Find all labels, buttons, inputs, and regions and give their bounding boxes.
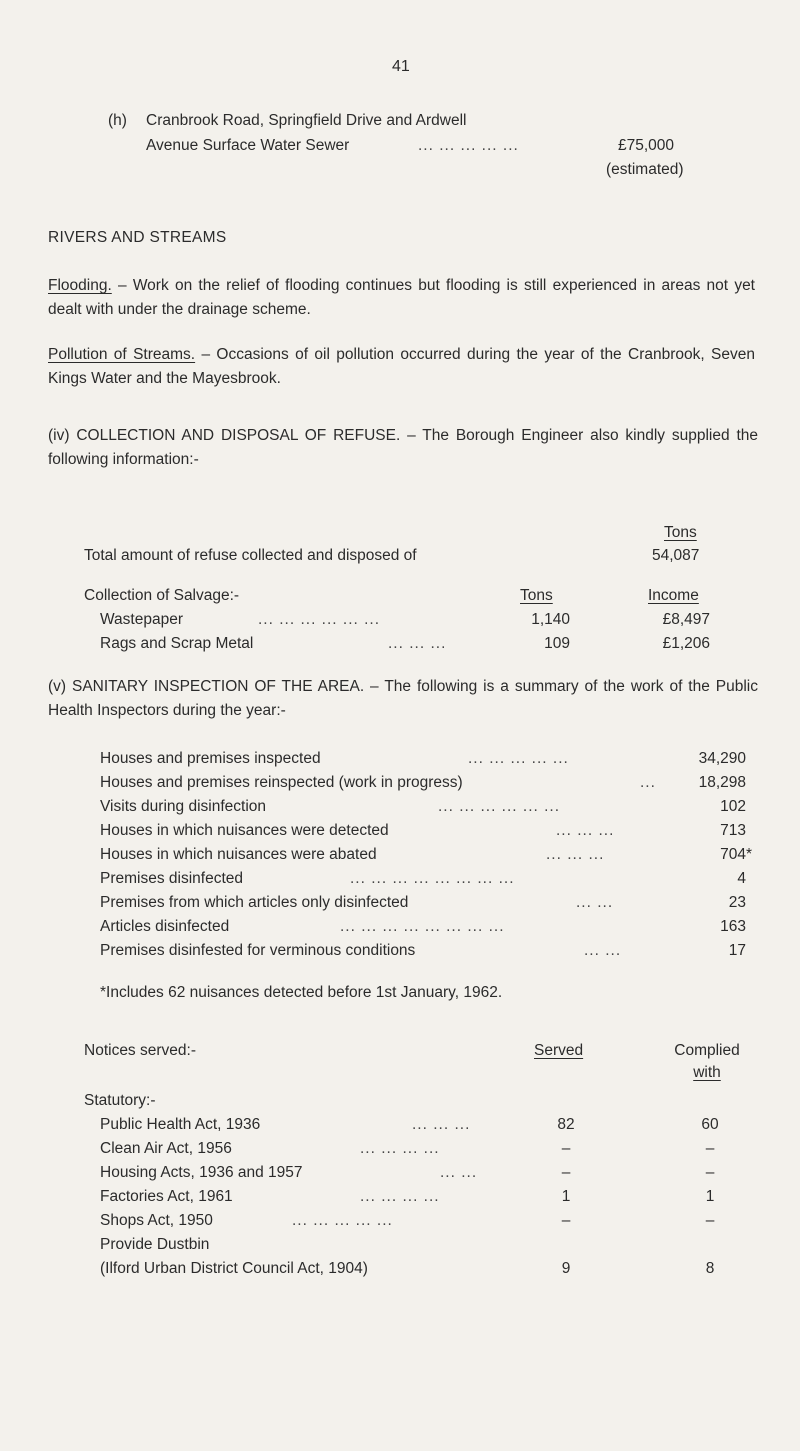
sanitary-row-label: Premises disinfected bbox=[100, 870, 244, 887]
salvage-row-tons: 109 bbox=[544, 635, 570, 652]
notice-row-label: Factories Act, 1961 bbox=[100, 1188, 233, 1205]
notices-label: Notices served:- bbox=[84, 1042, 196, 1059]
notice-row-dots: ... ... bbox=[440, 1164, 478, 1181]
notice-dustbin-complied: 8 bbox=[705, 1260, 715, 1277]
sanitary-row-dots: ... bbox=[640, 774, 656, 791]
sanitary-row-label: Articles disinfected bbox=[100, 918, 230, 935]
notice-dustbin-line1: Provide Dustbin bbox=[100, 1236, 210, 1253]
notice-row-label: Clean Air Act, 1956 bbox=[100, 1140, 232, 1157]
notice-row-served: – bbox=[561, 1164, 571, 1181]
salvage-row-label: Rags and Scrap Metal bbox=[100, 635, 254, 652]
item-h-line2: Avenue Surface Water Sewer bbox=[146, 137, 350, 154]
flooding-text: – Work on the relief of flooding continues but flooding is still experienced in areas not yet dealt with under the drainage scheme. bbox=[48, 277, 755, 318]
notice-dustbin-served: 9 bbox=[561, 1260, 571, 1277]
salvage-row-tons: 1,140 bbox=[531, 611, 570, 628]
salvage-row-income: £1,206 bbox=[662, 635, 710, 652]
notice-row-served: – bbox=[561, 1140, 571, 1157]
item-h-marker: (h) bbox=[108, 112, 127, 129]
sanitary-row-label: Premises from which articles only disinfected bbox=[100, 894, 409, 911]
sanitary-row-dots: ... ... ... ... ... ... bbox=[438, 798, 561, 815]
notices-col-complied-with: with bbox=[693, 1064, 721, 1081]
sanitary-row-label: Houses and premises inspected bbox=[100, 750, 321, 767]
sanitary-row-value: 102 bbox=[720, 798, 746, 815]
notice-row-complied: 1 bbox=[705, 1188, 715, 1205]
notice-row-served: 1 bbox=[561, 1188, 571, 1205]
sanitary-row-value: 17 bbox=[728, 942, 746, 959]
notice-row-complied: – bbox=[705, 1164, 715, 1181]
notice-row-complied: – bbox=[705, 1140, 715, 1157]
notices-statutory: Statutory:- bbox=[84, 1092, 156, 1109]
sanitary-row-dots: ... ... ... bbox=[546, 846, 605, 863]
sanitary-row-value: 163 bbox=[720, 918, 746, 935]
notice-row-dots: ... ... ... ... bbox=[360, 1188, 440, 1205]
salvage-row-dots: ... ... ... ... ... ... bbox=[258, 611, 381, 628]
item-h-dots: ... ... ... ... ... bbox=[418, 137, 519, 154]
sanitary-row-label: Houses and premises reinspected (work in progress) bbox=[100, 774, 463, 791]
refuse-tons-header: Tons bbox=[664, 524, 697, 541]
notice-row-dots: ... ... ... bbox=[412, 1116, 471, 1133]
notice-row-served: 82 bbox=[557, 1116, 575, 1133]
flooding-paragraph bbox=[48, 274, 755, 322]
sanitary-row-dots: ... ... ... ... ... bbox=[468, 750, 569, 767]
sanitary-row-label: Premises disinfested for verminous conditions bbox=[100, 942, 416, 959]
salvage-row-income: £8,497 bbox=[662, 611, 710, 628]
page-number: 41 bbox=[392, 58, 410, 75]
sanitary-row-label: Houses in which nuisances were detected bbox=[100, 822, 389, 839]
salvage-col-income: Income bbox=[648, 587, 699, 604]
sanitary-row-value: 34,290 bbox=[698, 750, 746, 767]
notices-col-complied: Complied bbox=[674, 1042, 740, 1059]
sanitary-row-dots: ... ... ... ... ... ... ... ... bbox=[350, 870, 515, 887]
refuse-total-value: 54,087 bbox=[652, 547, 700, 564]
sanitary-row-dots: ... ... bbox=[584, 942, 622, 959]
notice-row-dots: ... ... ... ... bbox=[360, 1140, 440, 1157]
salvage-label: Collection of Salvage:- bbox=[84, 587, 240, 604]
flooding-title: Flooding. bbox=[48, 277, 112, 294]
item-h-amount: £75,000 bbox=[618, 137, 675, 154]
sanitary-intro: (v) SANITARY INSPECTION OF THE AREA. – The following is a summary of the work of the Public Health Inspectors during the year:- bbox=[48, 678, 758, 719]
notice-dustbin-line2: (Ilford Urban District Council Act, 1904) bbox=[100, 1260, 368, 1277]
notice-row-served: – bbox=[561, 1212, 571, 1229]
sanitary-row-label: Houses in which nuisances were abated bbox=[100, 846, 377, 863]
refuse-total-label: Total amount of refuse collected and disposed of bbox=[84, 547, 417, 564]
pollution-title: Pollution of Streams. bbox=[48, 346, 196, 363]
notice-row-dots: ... ... ... ... ... bbox=[292, 1212, 393, 1229]
salvage-col-tons: Tons bbox=[520, 587, 553, 604]
sanitary-footnote: *Includes 62 nuisances detected before 1st January, 1962. bbox=[100, 984, 503, 1001]
item-h-line1: Cranbrook Road, Springfield Drive and Ardwell bbox=[146, 112, 467, 129]
sanitary-row-value: 713 bbox=[720, 822, 746, 839]
sanitary-row-value: 704* bbox=[720, 846, 752, 863]
salvage-row-label: Wastepaper bbox=[100, 611, 183, 628]
notice-row-label: Shops Act, 1950 bbox=[100, 1212, 213, 1229]
rivers-heading: RIVERS AND STREAMS bbox=[48, 229, 227, 246]
sanitary-row-dots: ... ... ... bbox=[556, 822, 615, 839]
sanitary-row-value: 18,298 bbox=[698, 774, 746, 791]
item-h-note: (estimated) bbox=[606, 161, 684, 178]
pollution-paragraph bbox=[48, 343, 755, 391]
notice-row-complied: 60 bbox=[701, 1116, 719, 1133]
sanitary-row-value: 4 bbox=[737, 870, 746, 887]
refuse-intro: (iv) COLLECTION AND DISPOSAL OF REFUSE. – The Borough Engineer also kindly supplied the following information:- bbox=[48, 427, 758, 468]
notice-row-complied: – bbox=[705, 1212, 715, 1229]
sanitary-row-dots: ... ... ... ... ... ... ... ... bbox=[340, 918, 505, 935]
notice-row-label: Housing Acts, 1936 and 1957 bbox=[100, 1164, 303, 1181]
notices-col-served: Served bbox=[534, 1042, 584, 1059]
pollution-text: – Occasions of oil pollution occurred during the year of the Cranbrook, Seven Kings Water and the Mayesbrook. bbox=[48, 346, 756, 387]
sanitary-row-label: Visits during disinfection bbox=[100, 798, 266, 815]
sanitary-row-dots: ... ... bbox=[576, 894, 614, 911]
notice-row-label: Public Health Act, 1936 bbox=[100, 1116, 261, 1133]
sanitary-row-value: 23 bbox=[728, 894, 746, 911]
salvage-row-dots: ... ... ... bbox=[388, 635, 447, 652]
